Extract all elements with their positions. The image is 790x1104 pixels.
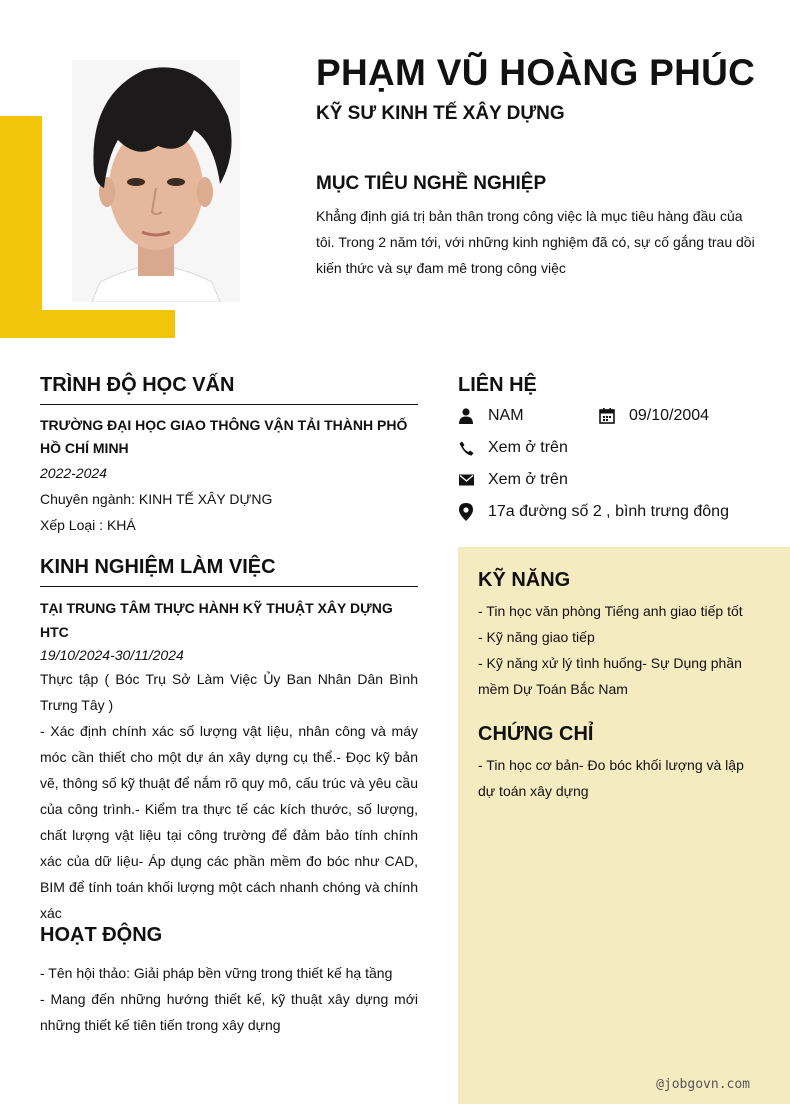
contact-address [458, 501, 729, 523]
experience-heading: KINH NGHIỆM LÀM VIỆC [40, 556, 418, 587]
job-title: KỸ SƯ KINH TẾ XÂY DỰNG [316, 103, 565, 124]
certificate-item: - Tin học cơ bản- Đo bóc khối lượng và lập dự toán xây dựng [478, 757, 744, 799]
address-value: 17a đường số 2 , bình trưng đông [488, 503, 729, 520]
contact-gender [458, 405, 524, 427]
skills-panel [458, 547, 790, 1104]
contact-heading: LIÊN HỆ [458, 374, 537, 396]
email-icon [458, 471, 474, 489]
activity-item: - Tên hội thảo: Giải pháp bền vững trong thiết kế hạ tầng [40, 965, 393, 981]
birthday-value: 09/10/2004 [629, 407, 710, 424]
objective-text: Khẳng định giá trị bản thân trong công việc là mục tiêu hàng đầu của tôi. Trong 2 năm tới, với những kinh nghiệm đã có, sự cố gắng trau dồi kiến thức và sự đam mê trong công việc [316, 208, 755, 276]
profile-photo [72, 60, 240, 302]
phone-value: Xem ở trên [488, 439, 568, 456]
activities-heading: HOẠT ĐỘNG [40, 924, 163, 946]
calendar-icon [599, 407, 615, 425]
experience-company: TẠI TRUNG TÂM THỰC HÀNH KỸ THUẬT XÂY DỰNG HTC [40, 600, 393, 640]
accent-bar-horizontal [0, 310, 175, 338]
gender-value: NAM [488, 407, 524, 424]
experience-period: 19/10/2024-30/11/2024 [40, 647, 184, 663]
education-rank: Xếp Loại : KHÁ [40, 517, 136, 533]
phone-icon [458, 439, 474, 457]
skills-heading: KỸ NĂNG [478, 569, 571, 591]
education-heading: TRÌNH ĐỘ HỌC VẤN [40, 374, 418, 405]
contact-birthday [599, 405, 709, 427]
certificates-heading: CHỨNG CHỈ [478, 723, 594, 745]
activities-section [40, 924, 418, 1038]
email-value: Xem ở trên [488, 471, 568, 488]
person-icon [458, 407, 474, 425]
accent-bar-vertical [0, 116, 42, 338]
education-section [40, 374, 418, 538]
contact-phone [458, 437, 568, 459]
location-pin-icon [458, 503, 474, 521]
watermark: @jobgovn.com [656, 1077, 750, 1092]
skill-item: - Kỹ năng xử lý tình huống- Sự Dụng phần mềm Dự Toán Bắc Nam [478, 655, 742, 697]
activity-item: - Mang đến những hướng thiết kế, kỹ thuật xây dựng mới những thiết kế tiên tiến trong xây dựng [40, 991, 418, 1033]
objective-heading: MỤC TIÊU NGHỀ NGHIỆP [316, 173, 547, 194]
school-name: TRƯỜNG ĐẠI HỌC GIAO THÔNG VẬN TẢI THÀNH PHỐ HỒ CHÍ MINH [40, 417, 408, 456]
experience-role: Thực tập ( Bóc Trụ Sở Làm Việc Ủy Ban Nhân Dân Bình Trưng Tây ) [40, 671, 418, 713]
candidate-name: PHẠM VŨ HOÀNG PHÚC [316, 52, 756, 93]
education-major: Chuyên ngành: KINH TẾ XÂY DỰNG [40, 491, 273, 507]
education-period: 2022-2024 [40, 465, 107, 481]
skill-item: - Kỹ năng giao tiếp [478, 629, 595, 645]
experience-description: - Xác định chính xác số lượng vật liệu, nhân công và máy móc cần thiết cho một dự án xây dựng cụ thể.- Đọc kỹ bản vẽ, thông số kỹ thuật để nắm rõ quy mô, cấu trúc và yêu cầu của công trình.- Kiểm tra thực tế các kích thước, số lượng, chất lượng vật liệu tại công trường để đảm bảo tính chính xác của dữ liệu- Áp dụng các phần mềm đo bóc như CAD, BIM để tính toán khối lượng một cách nhanh chóng và chính xác [40, 723, 418, 921]
contact-email [458, 469, 568, 491]
certificates-section [478, 723, 758, 804]
skill-item: - Tin học văn phòng Tiếng anh giao tiếp tốt [478, 603, 743, 619]
experience-section [40, 556, 418, 926]
skills-section [478, 569, 758, 702]
